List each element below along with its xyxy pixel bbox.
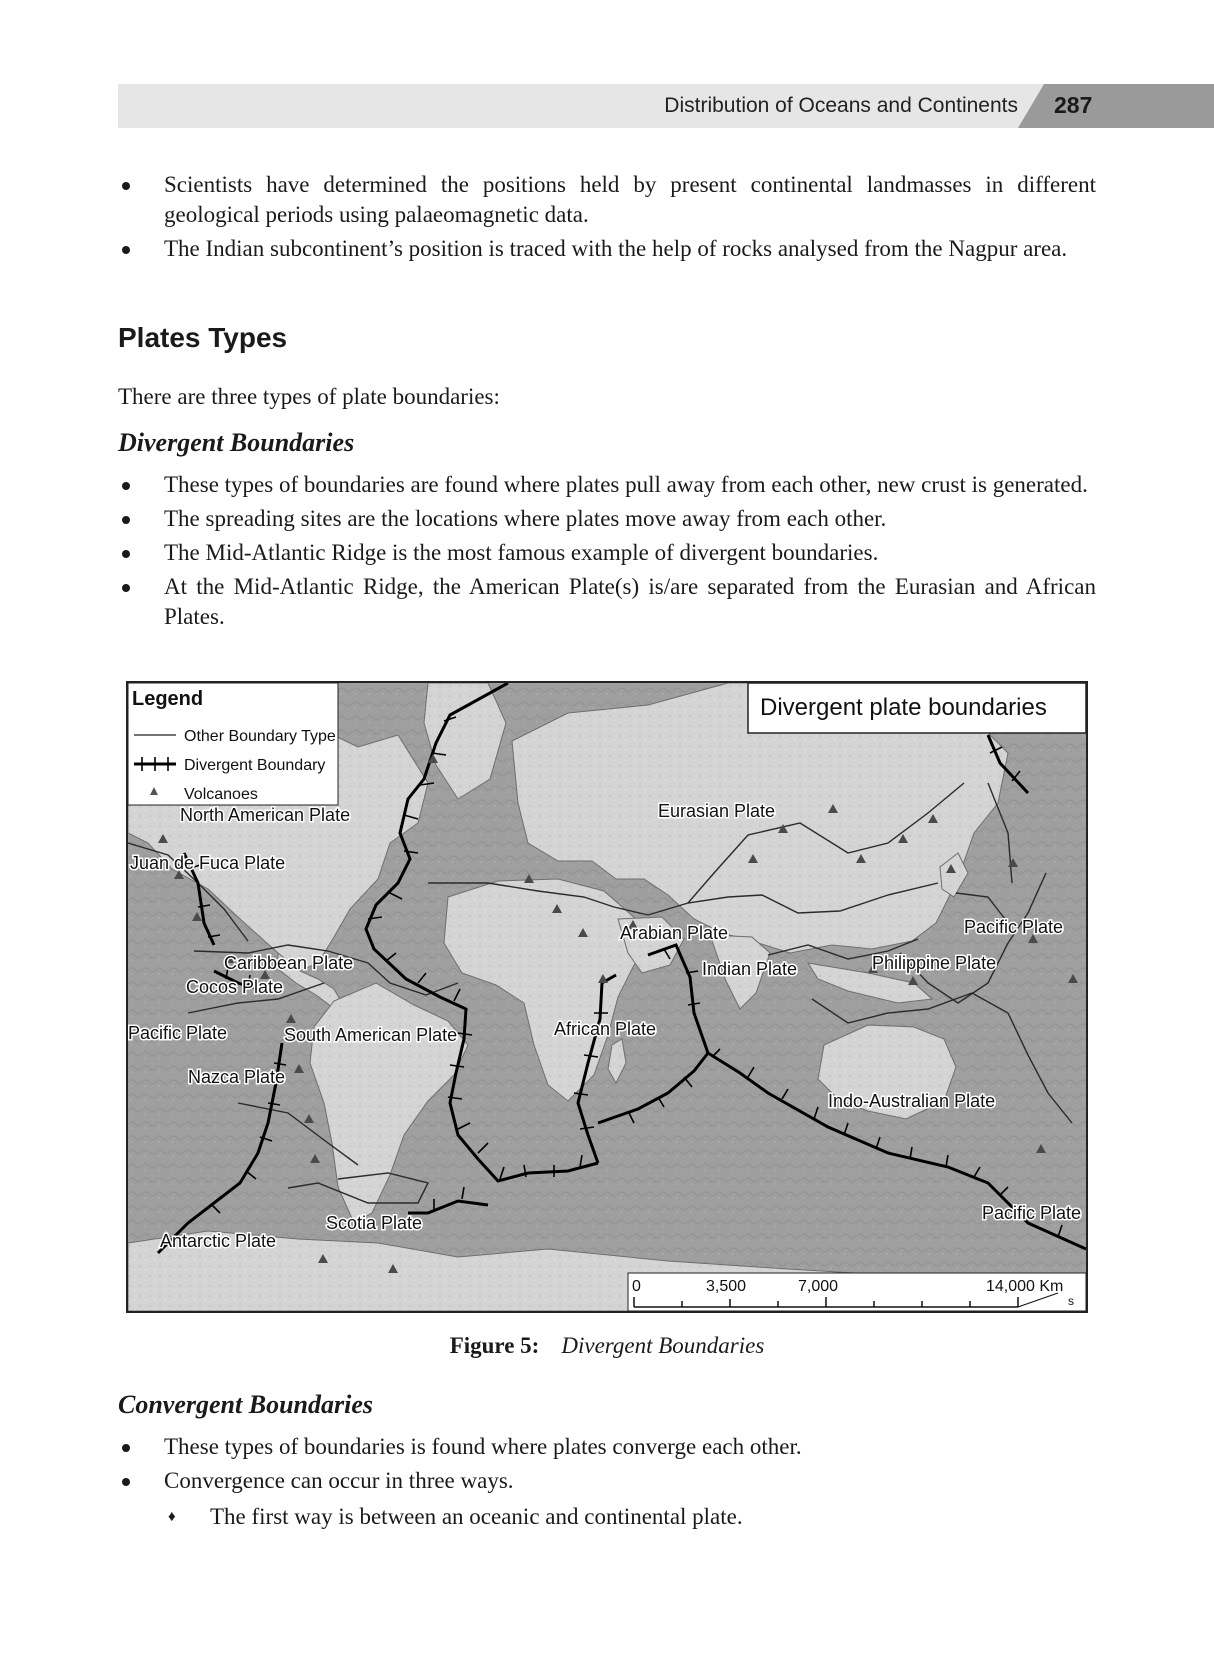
label-pacific-plate-southeast: Pacific Plate	[982, 1203, 1082, 1223]
list-item: At the Mid-Atlantic Ridge, the American Plate(s) is/are separated from the Eurasian and African Plates.	[118, 572, 1096, 632]
divergent-bullet-list	[118, 470, 1096, 636]
label-pacific-plate-west: Pacific Plate	[128, 1023, 228, 1043]
list-item: The spreading sites are the locations where plates move away from each other.	[118, 504, 1096, 534]
legend-other-boundary-label: Other Boundary Type	[184, 728, 336, 745]
page-number: 287	[1054, 92, 1093, 118]
figure-title: Divergent Boundaries	[561, 1333, 765, 1358]
label-nazca-plate: Nazca Plate	[188, 1067, 286, 1087]
figure-caption	[0, 1333, 1214, 1359]
scale-tick-7000: 7,000	[798, 1278, 839, 1295]
scale-tick-14000: 14,000 Km	[986, 1278, 1064, 1295]
map-title-box	[748, 683, 1086, 733]
page-number-tab	[1018, 84, 1214, 128]
list-item: ♦ The first way is between an oceanic and continental plate.	[164, 1502, 1094, 1532]
label-philippine-plate: Philippine Plate	[872, 953, 997, 973]
label-caribbean-plate: Caribbean Plate	[224, 953, 354, 973]
label-arabian-plate: Arabian Plate	[620, 923, 729, 943]
label-african-plate: African Plate	[554, 1019, 657, 1039]
section-intro: There are three types of plate boundaries:	[118, 384, 500, 409]
label-north-american-plate: North American Plate	[180, 805, 351, 825]
scale-suffix: s	[1068, 1294, 1074, 1308]
running-header-title: Distribution of Oceans and Continents	[664, 94, 1018, 117]
label-antarctic-plate: Antarctic Plate	[160, 1231, 277, 1251]
intro-bullet-list	[118, 170, 1096, 268]
convergent-heading: Convergent Boundaries	[118, 1390, 373, 1419]
map-title: Divergent plate boundaries	[760, 694, 1047, 721]
list-item: Convergence can occur in three ways.	[118, 1466, 1096, 1496]
label-indo-australian-plate: Indo-Australian Plate	[828, 1091, 996, 1111]
map-svg	[128, 683, 1086, 1311]
list-item: These types of boundaries is found where plates converge each other.	[118, 1432, 1096, 1462]
label-eurasian-plate: Eurasian Plate	[658, 801, 776, 821]
convergent-sub-list	[164, 1502, 1094, 1532]
section-title: Plates Types	[118, 322, 288, 353]
scale-tick-3500: 3,500	[706, 1278, 747, 1295]
legend-volcanoes-label: Volcanoes	[184, 786, 258, 803]
convergent-bullet-list	[118, 1432, 1096, 1500]
list-item: These types of boundaries are found where plates pull away from each other, new crust is generated.	[118, 470, 1096, 500]
legend-heading: Legend	[132, 688, 204, 710]
figure-label: Figure 5:	[449, 1333, 540, 1358]
label-cocos-plate: Cocos Plate	[186, 977, 284, 997]
plate-boundary-map	[126, 681, 1088, 1313]
divergent-heading: Divergent Boundaries	[118, 428, 355, 457]
list-item: The Indian subcontinent’s position is traced with the help of rocks analysed from the Nagpur area.	[118, 234, 1096, 264]
label-indian-plate: Indian Plate	[702, 959, 798, 979]
label-south-american-plate: South American Plate	[284, 1025, 458, 1045]
map-legend	[128, 683, 338, 805]
list-item: The Mid-Atlantic Ridge is the most famous example of divergent boundaries.	[118, 538, 1096, 568]
label-juan-de-fuca-plate: Juan de Fuca Plate	[130, 853, 286, 873]
label-pacific-plate-northeast: Pacific Plate	[964, 917, 1064, 937]
scale-tick-0: 0	[632, 1278, 641, 1295]
legend-divergent-label: Divergent Boundary	[184, 757, 326, 774]
list-item: Scientists have determined the positions held by present continental landmasses in different geological periods using palaeomagnetic data.	[118, 170, 1096, 230]
label-scotia-plate: Scotia Plate	[326, 1213, 423, 1233]
map-scale-bar	[628, 1273, 1086, 1311]
